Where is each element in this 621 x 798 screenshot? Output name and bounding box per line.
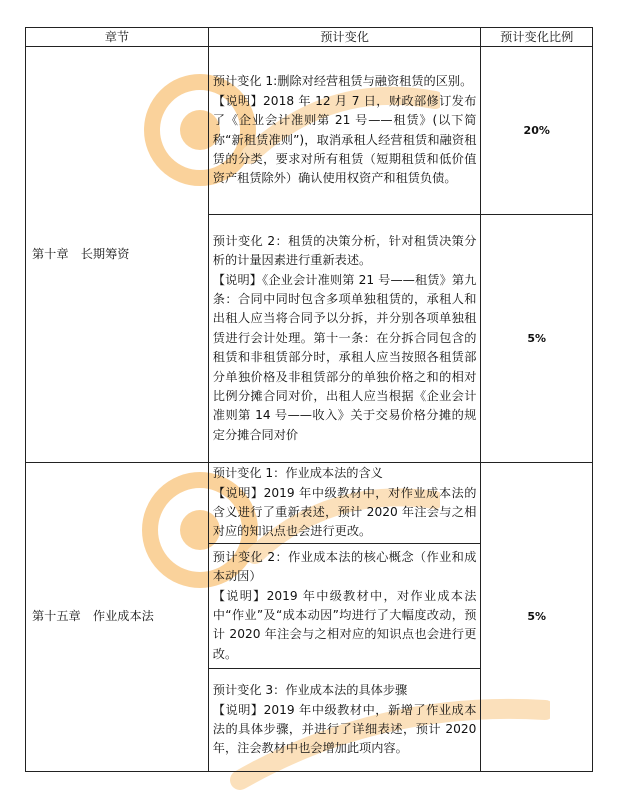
change-cell — [208, 669, 481, 772]
ratio-cell: 5% — [481, 215, 593, 463]
ratio-cell: 20% — [481, 47, 593, 215]
change-title: 预计变化 2：作业成本法的核心概念（作业和成本动因） — [212, 549, 477, 584]
chapter-cell: 第十五章 作业成本法 — [26, 463, 209, 772]
table-row — [26, 47, 593, 215]
prediction-table — [25, 27, 593, 772]
change-title: 预计变化 1:删除对经营租赁与融资租赁的区别。 — [212, 74, 473, 89]
table-header-row — [26, 28, 593, 47]
chapter-cell: 第十章 长期筹资 — [26, 47, 209, 463]
change-note: 【说明】2018 年 12 月 7 日，财政部修订发布了《企业会计准则第 21 号——租赁》(以下简称“新租赁准则”)，取消承租人经营租赁和融资租赁的分类，要求对所有租赁（短期租赁和低价值资产租赁除外）确认使用权资产和租赁负债。 — [212, 93, 477, 186]
change-cell — [208, 544, 481, 669]
change-note: 【说明】2019 年中级教材中，新增了作业成本法的具体步骤，并进行了详细表述，预计 2020 年，注会教材中也会增加此项内容。 — [212, 702, 477, 756]
change-cell — [208, 463, 481, 544]
header-ratio: 预计变化比例 — [481, 28, 593, 47]
change-cell — [208, 215, 481, 463]
table-row — [26, 463, 593, 544]
change-title: 预计变化 3：作业成本法的具体步骤 — [212, 683, 408, 698]
header-change: 预计变化 — [208, 28, 481, 47]
header-chapter: 章节 — [26, 28, 209, 47]
change-title: 预计变化 2：租赁的决策分析，针对租赁决策分析的计量因素进行重新表述。 — [212, 233, 477, 268]
change-note: 【说明】2019 年中级教材中，对作业成本法中“作业”及“成本动因”均进行了大幅度改动，预计 2020 年注会与之相对应的知识点也会进行更改。 — [212, 588, 477, 661]
change-title: 预计变化 1：作业成本法的含义 — [212, 466, 383, 481]
change-note: 【说明】2019 年中级教材中，对作业成本法的含义进行了重新表述，预计 2020 年注会与之相对应的知识点也会进行更改。 — [212, 485, 477, 539]
change-note: 【说明】《企业会计准则第 21 号——租赁》第九条：合同中同时包含多项单独租赁的，承租人和出租人应当将合同予以分拆，并分别各项单独租赁进行会计处理。第十一条：在分拆合同包含的租赁和非租赁部分时，承租人应当按照各租赁部分单独价格及非租赁部分的单独价格之和的相对比例分摊合同对价，出租人应当根据《企业会计准则第 14 号——收入》关于交易价格分摊的规定分摊合同对价 — [212, 272, 477, 442]
change-cell — [208, 47, 481, 215]
ratio-cell: 5% — [481, 463, 593, 772]
